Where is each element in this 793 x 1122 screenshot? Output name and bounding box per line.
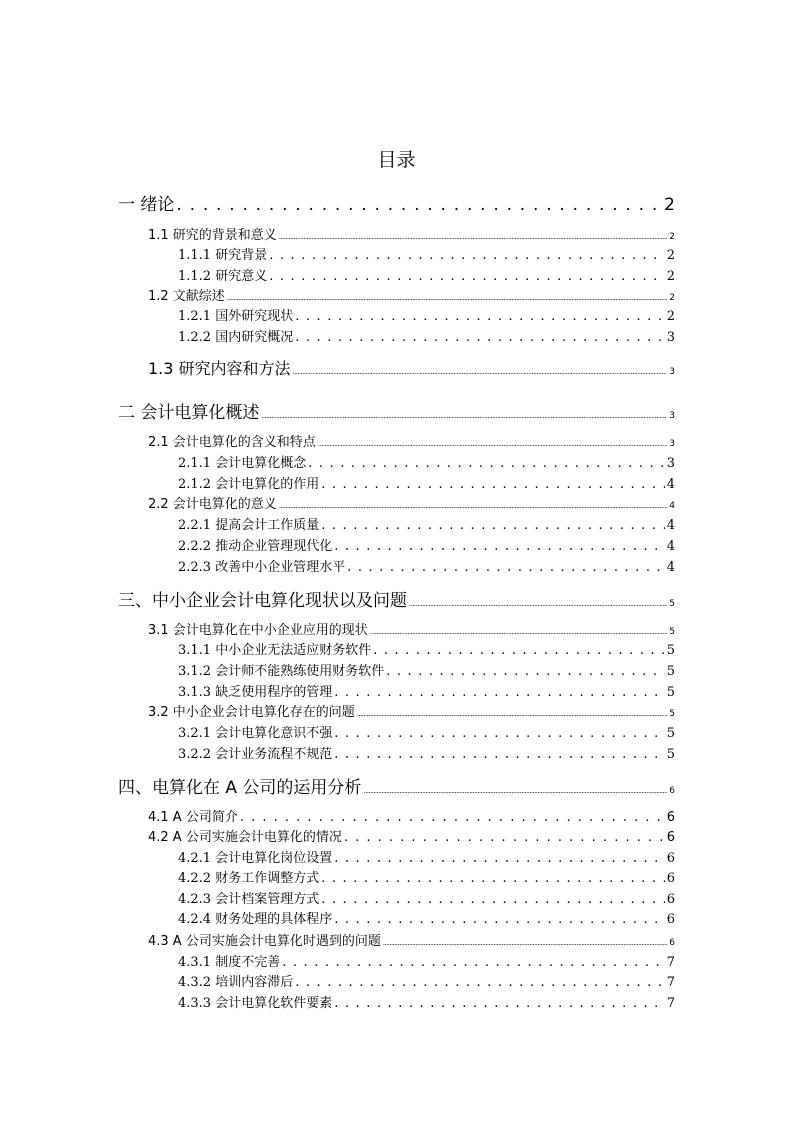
toc-entry-title: 2.2.1 提高会计工作质量 [178, 518, 320, 533]
toc-dot-leader [279, 233, 667, 241]
toc-page-number: 6 [666, 871, 675, 886]
toc-dot-leader [295, 309, 665, 324]
toc-entry[interactable] [148, 826, 675, 846]
toc-dot-leader [269, 269, 665, 284]
toc-page-number: 4 [666, 477, 675, 492]
toc-dot-leader [295, 975, 665, 990]
toc-entry[interactable] [118, 773, 675, 797]
toc-entry[interactable] [178, 305, 675, 325]
toc-dot-leader [279, 502, 667, 510]
toc-entry[interactable] [178, 681, 675, 701]
toc-dot-leader [347, 560, 665, 575]
toc-page-number: 2 [666, 269, 675, 284]
toc-page-number: 6 [669, 786, 675, 796]
toc-entry-title: 4.2.2 财务工作调整方式 [178, 871, 320, 886]
toc-entry[interactable] [178, 743, 675, 763]
toc-dot-leader [321, 892, 665, 907]
toc-entry[interactable] [148, 806, 675, 826]
toc-page-number: 5 [666, 643, 675, 658]
toc-entry-title: 1.3 研究内容和方法 [148, 359, 291, 378]
toc-dot-leader [240, 810, 665, 825]
toc-entry-title: 4.2 A 公司实施会计电算化的情况 [148, 830, 342, 845]
toc-page-number: 3 [666, 330, 675, 345]
toc-page-number: 2 [664, 195, 675, 215]
toc-dot-leader [334, 726, 665, 741]
toc-entry-title: 4.2.1 会计电算化岗位设置 [178, 851, 333, 866]
toc-page-number: 5 [669, 709, 675, 719]
toc-dot-leader [334, 996, 665, 1011]
toc-dot-leader [409, 600, 667, 608]
toc-entry[interactable] [178, 326, 675, 346]
toc-entry-title: 1.2.2 国内研究概况 [178, 330, 294, 345]
toc-dot-leader [269, 248, 665, 263]
toc-entry-title: 3.1 会计电算化在中小企业应用的现状 [148, 623, 368, 638]
toc-entry[interactable] [178, 867, 675, 887]
toc-entry-title: 一 绪论 [118, 195, 175, 215]
toc-page-number: 7 [666, 996, 675, 1011]
toc-entry-title: 3.1.2 会计师不能熟练使用财务软件 [178, 664, 385, 679]
toc-entry[interactable] [178, 244, 675, 264]
toc-page-number: 5 [666, 664, 675, 679]
toc-entry-title: 1.2.1 国外研究现状 [178, 309, 294, 324]
toc-page-number: 4 [666, 518, 675, 533]
toc-entry[interactable] [148, 701, 675, 721]
toc-dot-leader [334, 912, 665, 927]
toc-page-number: 4 [666, 539, 675, 554]
toc-entry[interactable] [178, 473, 675, 493]
toc-entry[interactable] [178, 514, 675, 534]
toc-entry-title: 4.3.2 培训内容滞后 [178, 975, 294, 990]
toc-page-number: 6 [666, 892, 675, 907]
toc-entry[interactable] [148, 493, 675, 513]
toc-entry[interactable] [178, 556, 675, 576]
toc-dot-leader [261, 412, 667, 420]
toc-entry[interactable] [178, 951, 675, 971]
toc-page-number: 6 [666, 830, 675, 845]
toc-entry[interactable] [178, 908, 675, 928]
toc-page-number: 3 [669, 439, 675, 449]
toc-dot-leader [334, 747, 665, 762]
toc-entry-title: 2.2 会计电算化的意义 [148, 497, 277, 512]
toc-page-number: 2 [666, 309, 675, 324]
toc-dot-leader [386, 664, 665, 679]
toc-page-number: 4 [666, 560, 675, 575]
toc-dot-leader [370, 628, 667, 636]
toc-entry-title: 三、中小企业会计电算化现状以及问题 [118, 591, 407, 611]
toc-entry[interactable] [178, 722, 675, 742]
toc-entry[interactable] [148, 356, 675, 380]
toc-entry-title: 2.1.1 会计电算化概念 [178, 456, 307, 471]
toc-dot-leader [295, 330, 665, 345]
toc-page-number: 3 [669, 367, 675, 377]
toc-dot-leader [383, 939, 667, 947]
toc-page-number: 5 [666, 726, 675, 741]
toc-page-number: 7 [666, 955, 675, 970]
toc-entry-title: 2.2.2 推动企业管理现代化 [178, 539, 333, 554]
toc-entry-title: 3.1.3 缺乏使用程序的管理 [178, 685, 333, 700]
toc-dot-leader [357, 710, 667, 718]
toc-entry-title: 3.1.1 中小企业无法适应财务软件 [178, 643, 372, 658]
toc-dot-leader [334, 685, 665, 700]
toc-entry-title: 1.1.2 研究意义 [178, 269, 268, 284]
toc-entry[interactable] [178, 660, 675, 680]
toc-entry-title: 2.2.3 改善中小企业管理水平 [178, 560, 346, 575]
toc-entry[interactable] [178, 452, 675, 472]
toc-dot-leader [334, 539, 665, 554]
toc-entry-title: 1.1.1 研究背景 [178, 248, 268, 263]
toc-entry[interactable] [178, 888, 675, 908]
toc-entry[interactable] [178, 265, 675, 285]
toc-dot-leader [318, 440, 667, 448]
toc-entry[interactable] [148, 224, 675, 244]
toc-entry[interactable] [148, 930, 675, 950]
toc-entry-title: 3.2.2 会计业务流程不规范 [178, 747, 333, 762]
toc-entry[interactable] [178, 639, 675, 659]
toc-page-number: 6 [669, 938, 675, 948]
toc-dot-leader [227, 294, 667, 302]
toc-entry-title: 2.1 会计电算化的含义和特点 [148, 435, 316, 450]
toc-entry[interactable] [148, 619, 675, 639]
toc-entry[interactable] [178, 535, 675, 555]
toc-entry[interactable] [118, 586, 675, 610]
toc-page-number: 3 [666, 456, 675, 471]
toc-page-number: 2 [669, 293, 675, 303]
toc-dot-leader [308, 456, 665, 471]
toc-entry[interactable] [178, 992, 675, 1012]
toc-dot-leader [293, 368, 668, 376]
toc-page-number: 5 [666, 747, 675, 762]
toc-entry-title: 1.2 文献综述 [148, 289, 225, 304]
toc-page-number: 6 [666, 810, 675, 825]
toc-page-number: 3 [669, 411, 675, 421]
toc-dot-leader [363, 787, 667, 795]
toc-page-number: 5 [666, 685, 675, 700]
toc-page-number: 6 [666, 912, 675, 927]
toc-page-number: 7 [666, 975, 675, 990]
toc-entry-title: 4.3.1 制度不完善 [178, 955, 281, 970]
toc-entry-title: 4.2.4 财务处理的具体程序 [178, 912, 333, 927]
toc-dot-leader [321, 518, 665, 533]
toc-page-number: 4 [669, 501, 675, 511]
toc-entry-title: 4.2.3 会计档案管理方式 [178, 892, 320, 907]
toc-dot-leader [334, 851, 665, 866]
toc-dot-leader [321, 477, 665, 492]
toc-page-number: 2 [669, 232, 675, 242]
toc-entry-title: 3.2 中小企业会计电算化存在的问题 [148, 705, 355, 720]
toc-entry[interactable] [118, 398, 675, 422]
toc-entry[interactable] [118, 190, 675, 214]
toc-entry[interactable] [178, 847, 675, 867]
toc-entry[interactable] [178, 971, 675, 991]
toc-entry-title: 二 会计电算化概述 [118, 403, 260, 423]
toc-entry-title: 4.3.3 会计电算化软件要素 [178, 996, 333, 1011]
toc-entry-title: 四、电算化在 A 公司的运用分析 [118, 778, 362, 798]
toc-title: 目录 [377, 149, 416, 171]
toc-dot-leader [282, 955, 665, 970]
toc-page-number: 6 [666, 851, 675, 866]
toc-entry-title: 4.1 A 公司简介 [148, 810, 238, 825]
toc-dot-leader [344, 830, 665, 845]
toc-page-number: 5 [669, 599, 675, 609]
toc-dot-leader [321, 871, 665, 886]
toc-dot-leader [373, 643, 665, 658]
toc-dot-leader [176, 195, 662, 215]
toc-page-number: 2 [666, 248, 675, 263]
toc-entry-title: 3.2.1 会计电算化意识不强 [178, 726, 333, 741]
toc-page-number: 5 [669, 627, 675, 637]
toc-entry[interactable] [148, 431, 675, 451]
toc-entry-title: 2.1.2 会计电算化的作用 [178, 477, 320, 492]
toc-entry-title: 4.3 A 公司实施会计电算化时遇到的问题 [148, 934, 381, 949]
toc-entry[interactable] [148, 285, 675, 305]
toc-entry-title: 1.1 研究的背景和意义 [148, 228, 277, 243]
